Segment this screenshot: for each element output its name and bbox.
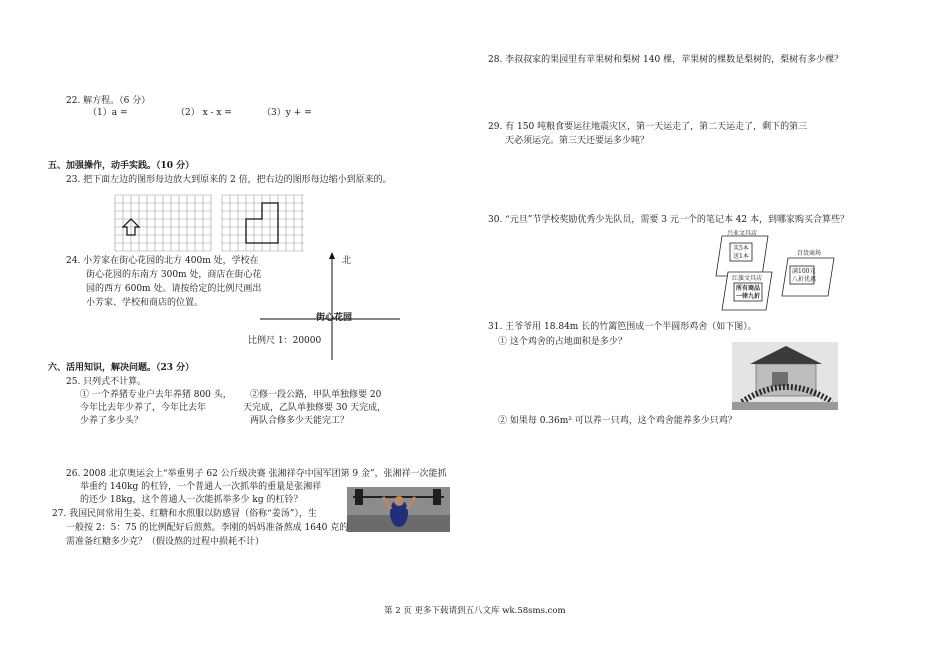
q30-deal1-line1: 买5本 xyxy=(733,245,749,252)
q23-text: 23. 把下面左边的图形每边放大到原来的 2 倍，把右边的图形每边缩小到原来的。 xyxy=(66,175,392,185)
q24-line-1: 24. 小芳家在街心花园的北方 400m 处，学校在 xyxy=(66,256,259,266)
q29-line-2: 天必须运完。第三天还要运多少吨？ xyxy=(505,136,650,146)
q25-c1-line-2: 今年比去年少养了，今年比去年 xyxy=(80,403,207,413)
q27-line-3: 需准备红糖多少克？（假设熬的过程中损耗不计） xyxy=(66,537,265,547)
q22-part1: （1）a = xyxy=(88,108,128,118)
q30-deal1-line2: 送1本 xyxy=(733,253,749,260)
q30-deal3-line1: 所有商品 xyxy=(736,285,761,292)
q25-c2-line-2: 天完成，乙队单独修要 30 天完成， xyxy=(243,403,387,413)
q30-deal3-line2: 一律九折 xyxy=(736,293,761,300)
q22-title: 22. 解方程。（6 分） xyxy=(66,96,151,106)
q30-text: 30. “元旦”节学校奖励优秀少先队员，需要 3 元一个的笔记本 42 本，到哪家购买合算些？ xyxy=(488,215,849,225)
q25-title: 25. 只列式不计算。 xyxy=(66,377,147,387)
q24-scale-label: 比例尺 1：20000 xyxy=(248,336,322,346)
section-6-title: 六、活用知识，解决问题。（23 分） xyxy=(48,363,195,373)
q30-deal2-line1: 满100元 xyxy=(792,268,816,275)
q28-text: 28. 李叔叔家的果园里有苹果树和梨树 140 棵，苹果树的棵数是梨树的，梨树有多少棵？ xyxy=(488,55,844,65)
q31-sub-2: ② 如果每 0.36m² 可以养一只鸡，这个鸡舍能养多少只鸡？ xyxy=(498,416,737,426)
q25-c2-line-1: ②修一段公路，甲队单独修要 20 xyxy=(250,390,382,400)
q30-shops-illustration xyxy=(700,230,846,316)
q30-store2-name: 百货商场 xyxy=(797,250,822,257)
q24-north-label: 北 xyxy=(342,256,352,266)
q29-line-1: 29. 有 150 吨粮食要运往地震灾区，第一天运走了，第二天运走了，剩下的第三 xyxy=(488,122,808,132)
q24-center-label: 街心花园 xyxy=(316,313,353,323)
q26-line-3: 的还少 18kg，这个普通人一次能抓举多少 kg 的杠铃？ xyxy=(80,495,303,505)
q30-store1-name: 兴业文具店 xyxy=(727,230,758,237)
section-5-title: 五、加强操作，动手实践。（10 分） xyxy=(48,161,195,171)
chicken-coop-photo xyxy=(732,342,838,410)
q27-line-2: 一般按 2：5：75 的比例配好后煎熬。李刚的妈妈准备熬成 1640 克的 xyxy=(66,523,349,533)
q30-deal2-line2: 八折优惠 xyxy=(792,276,817,283)
weightlifter-photo xyxy=(347,487,450,532)
q25-c1-line-1: ① 一个养猪专业户去年养猪 800 头， xyxy=(80,390,232,400)
q30-store3-name: 红旗文具店 xyxy=(732,275,763,282)
q31-text: 31. 王爷爷用 18.84m 长的竹篱笆围成一个半圆形鸡舍（如下图）。 xyxy=(488,322,757,332)
q22-part3: （3）y + = xyxy=(262,108,312,118)
q25-c2-line-3: 两队合修多少天能完工？ xyxy=(250,416,350,426)
q22-part2: （2） x - x = xyxy=(176,108,232,118)
q27-line-1: 27. 我国民间常用生姜、红糖和水煎服以防感冒（俗称“姜汤”），生 xyxy=(52,509,317,519)
q26-line-2: 举重约 140kg 的杠铃，一个普通人一次抓举的重量是张湘祥 xyxy=(80,482,322,492)
q24-line-3: 园的西方 600m 处。请按给定的比例尺画出 xyxy=(86,284,262,294)
page-footer: 第 2 页 更多下载请到五八文库 wk.58sms.com xyxy=(384,606,566,616)
q23-left-grid xyxy=(115,195,212,252)
q31-sub-1: ① 这个鸡舍的占地面积是多少？ xyxy=(498,337,627,347)
q26-line-1: 26. 2008 北京奥运会上“举重男子 62 公斤级决赛 张湘祥夺中国军团第 9 金”，张湘祥一次能抓 xyxy=(66,469,447,479)
q25-c1-line-3: 少养了多少头？ xyxy=(80,416,144,426)
q24-line-2: 街心花园的东南方 300m 处，商店在街心花 xyxy=(86,270,262,280)
q24-line-4: 小芳家、学校和商店的位置。 xyxy=(86,298,204,308)
q23-right-grid xyxy=(222,195,305,252)
